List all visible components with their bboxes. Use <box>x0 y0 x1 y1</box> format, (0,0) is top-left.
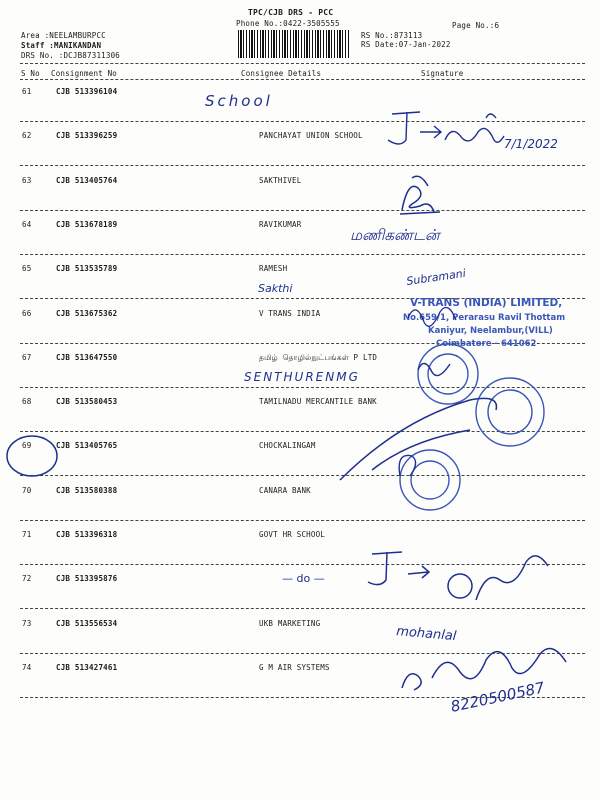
barcode <box>238 30 350 58</box>
row-divider <box>20 343 585 344</box>
row-serial-number: 72 <box>22 574 32 583</box>
row-consignment-number: CJB 513647550 <box>56 353 118 362</box>
column-sno: S No <box>21 69 40 78</box>
row-consignment-number: CJB 513405765 <box>56 441 118 450</box>
row-consignment-number: CJB 513427461 <box>56 663 118 672</box>
row-consignment-number: CJB 513580388 <box>56 486 118 495</box>
row-consignment-number: CJB 513396104 <box>56 87 118 96</box>
handwriting-dash-72: — do — <box>282 572 325 585</box>
row-divider <box>20 431 585 432</box>
drs-number: DRS No. :DCJB87311306 <box>21 51 121 60</box>
row-consignee-name: TAMILNADU MERCANTILE BANK <box>259 397 377 406</box>
row-consignee-name: CANARA BANK <box>259 486 311 495</box>
handwriting-date-62: 7/1/2022 <box>504 137 558 151</box>
handwriting-sakthi: Sakthi <box>258 282 293 295</box>
row-consignee-name: SAKTHIVEL <box>259 176 302 185</box>
row-consignment-number: CJB 513580453 <box>56 397 118 406</box>
row-serial-number: 66 <box>22 309 32 318</box>
row-consignee-name: GOVT HR SCHOOL <box>259 530 326 539</box>
row-consignment-number: CJB 513535789 <box>56 264 118 273</box>
row-serial-number: 67 <box>22 353 32 362</box>
handwriting-phone-74: 8220500587 <box>449 678 547 716</box>
row-divider <box>20 210 585 211</box>
column-consignment: Consignment No <box>51 69 118 78</box>
row-consignee-name: V TRANS INDIA <box>259 309 321 318</box>
row-divider <box>20 165 585 166</box>
row-divider <box>20 387 585 388</box>
phone-number: Phone No.:0422-3505555 <box>236 19 340 28</box>
row-divider <box>20 520 585 521</box>
row-serial-number: 61 <box>22 87 32 96</box>
row-divider <box>20 121 585 122</box>
row-serial-number: 63 <box>22 176 32 185</box>
row-serial-number: 69 <box>22 441 32 450</box>
column-divider <box>20 79 585 80</box>
row-consignee-name: PANCHAYAT UNION SCHOOL <box>259 131 363 140</box>
row-serial-number: 74 <box>22 663 32 672</box>
table-row <box>0 663 600 723</box>
stamp-address-2: Kaniyur, Neelambur,(VILL) <box>428 326 553 336</box>
header-divider <box>20 63 585 64</box>
row-serial-number: 73 <box>22 619 32 628</box>
row-divider <box>20 608 585 609</box>
rs-date: RS Date:07-Jan-2022 <box>361 40 451 49</box>
area-label: Area :NEELAMBURPCC <box>21 31 106 40</box>
row-divider <box>20 653 585 654</box>
page-number: Page No.:6 <box>452 21 500 30</box>
row-consignee-name: தமிழ் தொழில்நுட்பங்கள் P LTD <box>259 353 378 362</box>
row-divider <box>20 298 585 299</box>
stamp-company: V-TRANS (INDIA) LIMITED, <box>410 297 563 309</box>
row-consignee-name: RAMESH <box>259 264 288 273</box>
row-divider <box>20 475 585 476</box>
row-consignee-name: UKB MARKETING <box>259 619 321 628</box>
row-serial-number: 64 <box>22 220 32 229</box>
row-serial-number: 68 <box>22 397 32 406</box>
row-consignment-number: CJB 513396259 <box>56 131 118 140</box>
row-consignment-number: CJB 513675362 <box>56 309 118 318</box>
row-divider <box>20 564 585 565</box>
row-serial-number: 62 <box>22 131 32 140</box>
rs-number: RS No.:873113 <box>361 31 423 40</box>
stamp-address-3: Coimbatore - 641062 <box>436 339 537 349</box>
column-consignee: Consignee Details <box>241 69 322 78</box>
handwriting-tamil-64: மணிகண்டன் <box>350 226 440 244</box>
handwriting-mohanlal: mohanlal <box>395 624 457 645</box>
row-divider <box>20 254 585 255</box>
row-consignee-name: RAVIKUMAR <box>259 220 302 229</box>
row-consignment-number: CJB 513396318 <box>56 530 118 539</box>
sheet-title: TPC/CJB DRS - PCC <box>248 8 334 17</box>
handwriting-school: School <box>205 92 273 110</box>
row-consignment-number: CJB 513395876 <box>56 574 118 583</box>
column-signature: Signature <box>421 69 464 78</box>
stamp-address-1: No.659/1, Perarasu Ravil Thottam <box>403 313 566 323</box>
row-consignment-number: CJB 513678189 <box>56 220 118 229</box>
row-consignment-number: CJB 513405764 <box>56 176 118 185</box>
row-serial-number: 70 <box>22 486 32 495</box>
row-consignee-name: G M AIR SYSTEMS <box>259 663 330 672</box>
row-serial-number: 71 <box>22 530 32 539</box>
row-consignment-number: CJB 513556534 <box>56 619 118 628</box>
row-serial-number: 65 <box>22 264 32 273</box>
row-divider <box>20 697 585 698</box>
row-consignee-name: CHOCKALINGAM <box>259 441 316 450</box>
handwriting-senthur: SENTHURENMG <box>244 370 360 384</box>
staff-label: Staff :MANIKANDAN <box>21 41 102 50</box>
handwriting-subramani: Subramani <box>405 266 467 288</box>
